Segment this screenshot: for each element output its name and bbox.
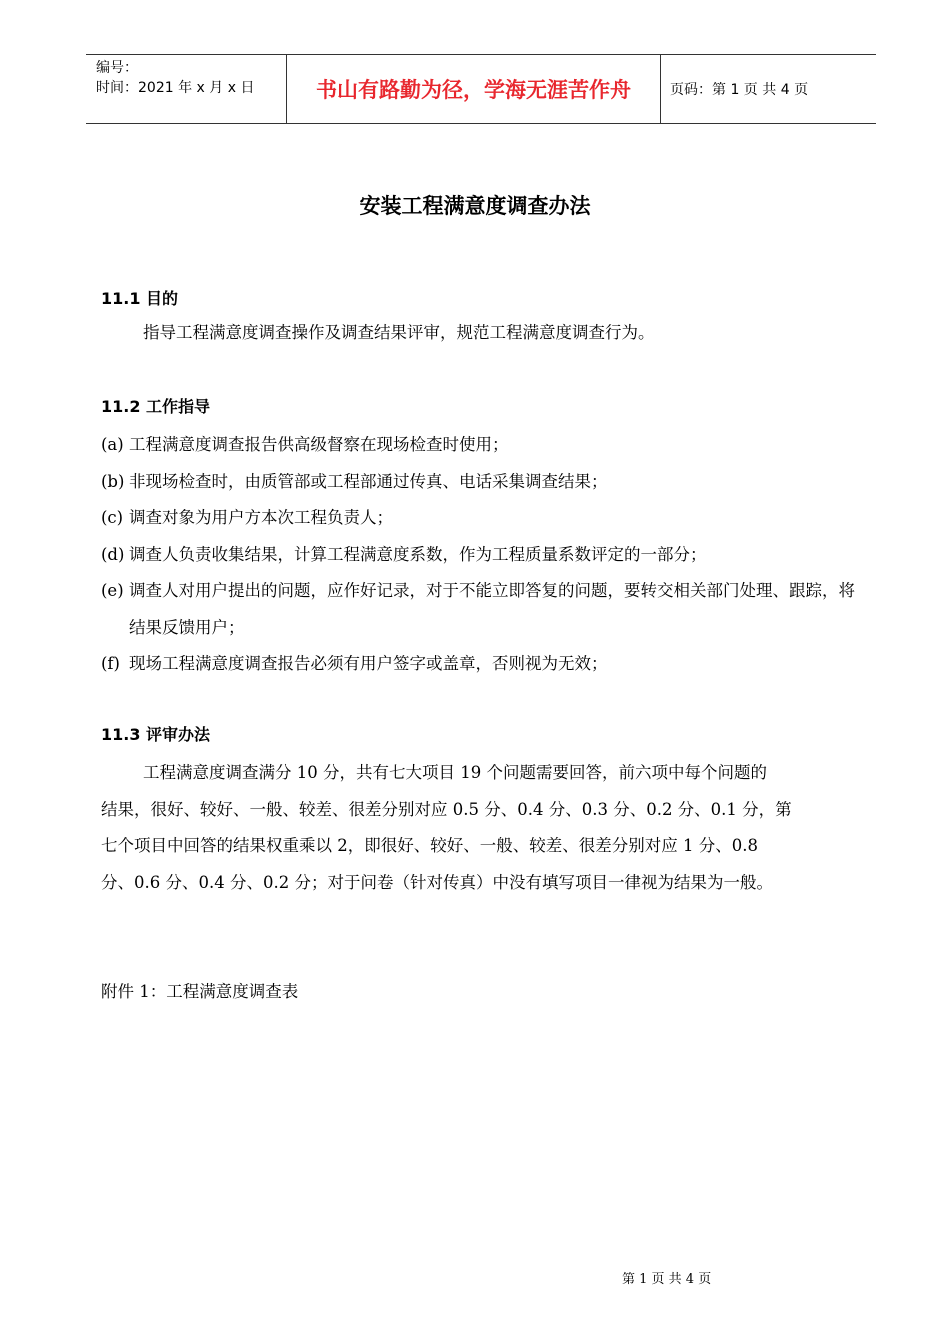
paragraph-line: 分、0.6 分、0.4 分、0.2 分；对于问卷（针对传真）中没有填写项目一律视为结果为一般。 bbox=[101, 872, 773, 892]
list-item-text: 调查人对用户提出的问题，应作好记录，对于不能立即答复的问题，要转交相关部门处理、跟踪，将结果反馈用户； bbox=[129, 581, 855, 637]
number-label: 编号： bbox=[96, 60, 138, 76]
list-item-label: (b) bbox=[101, 471, 125, 491]
page-footer: 第 1 页 共 4 页 bbox=[622, 1272, 712, 1287]
page-header bbox=[86, 54, 876, 124]
list-item-label: (a) bbox=[101, 435, 124, 454]
paragraph-line: 工程满意度调查满分 10 分，共有七大项目 19 个问题需要回答，前六项中每个问题的 bbox=[143, 763, 767, 782]
list-item bbox=[101, 646, 871, 683]
header-motto: 书山有路勤为径，学海无涯苦作舟 bbox=[316, 78, 631, 102]
list-item-label: (c) bbox=[101, 508, 124, 527]
list-item-text: 工程满意度调查报告供高级督察在现场检查时使用； bbox=[129, 435, 509, 454]
list-item-label: (d) bbox=[101, 544, 125, 564]
section-text-purpose: 指导工程满意度调查操作及调查结果评审，规范工程满意度调查行为。 bbox=[143, 323, 655, 342]
paragraph-line: 七个项目中回答的结果权重乘以 2，即很好、较好、一般、较差、很差分别对应 1 分、0.8 bbox=[101, 836, 758, 855]
list-item-text: 调查人负责收集结果，计算工程满意度系数，作为工程质量系数评定的一部分； bbox=[129, 544, 707, 564]
section-heading-guidance: 11.2 工作指导 bbox=[101, 397, 211, 416]
section-heading-purpose: 11.1 目的 bbox=[101, 289, 179, 308]
list-item bbox=[101, 427, 871, 464]
list-item bbox=[101, 464, 871, 501]
document-title: 安装工程满意度调查办法 bbox=[359, 194, 591, 218]
attachment-note: 附件 1：工程满意度调查表 bbox=[101, 982, 299, 1001]
guidance-list bbox=[101, 427, 871, 683]
time-label: 时间：2021 年 x 月 x 日 bbox=[96, 80, 255, 96]
header-page-info: 页码：第 1 页 共 4 页 bbox=[670, 82, 809, 98]
list-item-text: 调查对象为用户方本次工程负责人； bbox=[129, 508, 393, 527]
list-item-label: (f) bbox=[101, 654, 120, 673]
header-meta bbox=[96, 58, 254, 98]
list-item-text: 现场工程满意度调查报告必须有用户签字或盖章，否则视为无效； bbox=[129, 654, 608, 673]
section-heading-review: 11.3 评审办法 bbox=[101, 725, 211, 744]
paragraph-line: 结果，很好、较好、一般、较差、很差分别对应 0.5 分、0.4 分、0.3 分、0.2 分、0.1 分，第 bbox=[101, 799, 792, 819]
list-item-text: 非现场检查时，由质管部或工程部通过传真、电话采集调查结果； bbox=[129, 471, 608, 491]
list-item-label: (e) bbox=[101, 581, 124, 600]
list-item bbox=[101, 537, 871, 574]
list-item bbox=[101, 500, 871, 537]
review-paragraph bbox=[101, 755, 865, 901]
list-item bbox=[101, 573, 871, 646]
header-divider bbox=[660, 55, 661, 123]
